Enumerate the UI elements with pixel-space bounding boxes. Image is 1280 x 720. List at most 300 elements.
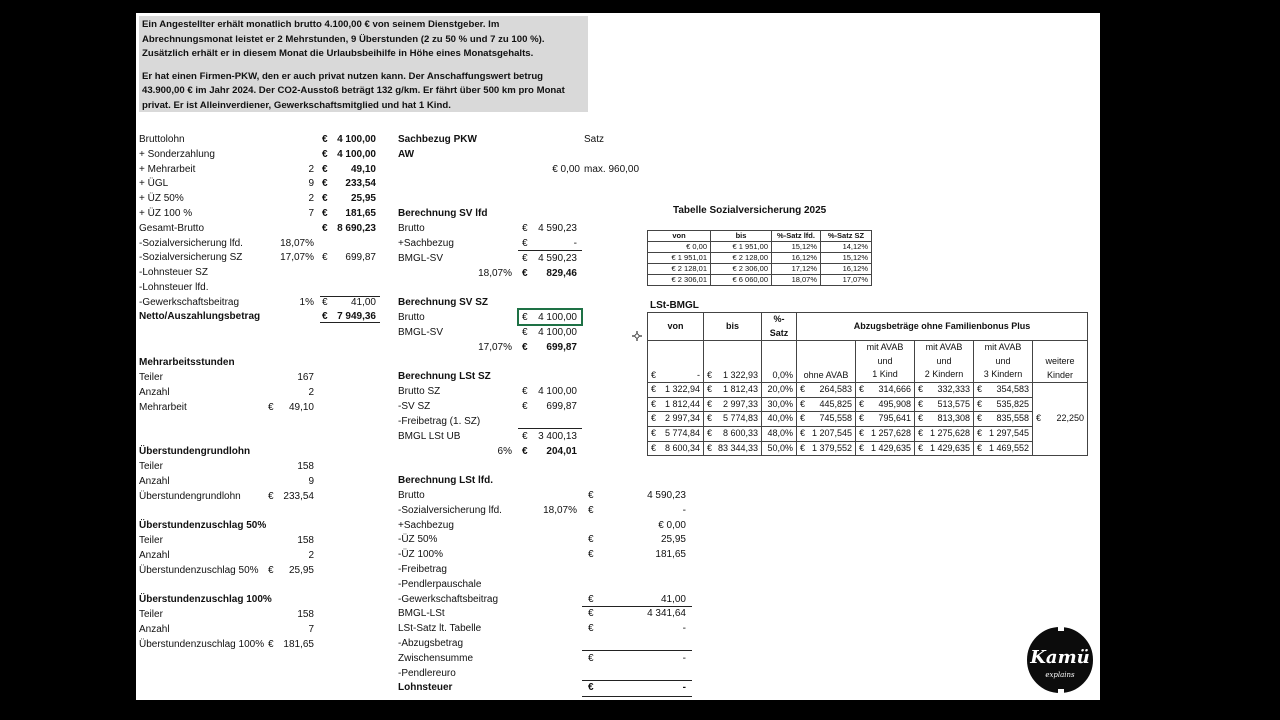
lst-lfd-eur: €: [588, 593, 594, 605]
netto-value[interactable]: 7 949,36: [337, 311, 376, 323]
sv-lfd-bmgl[interactable]: 4 590,23: [538, 253, 577, 264]
lst-eur-sign: €: [707, 398, 713, 409]
lst-lfd-label: -Pendlereuro: [398, 667, 456, 679]
lst-sz-bmgl-label: BMGL LSt UB: [398, 431, 461, 442]
lst-eur-sign: €: [707, 413, 713, 424]
lst-eur-sign: €: [800, 427, 806, 438]
sv-sz-bmgl[interactable]: 4 100,00: [538, 327, 577, 338]
summary-label: + Mehrarbeit: [139, 163, 196, 175]
lst-sz-sv-eur: €: [522, 401, 528, 412]
logo-pin-top: [1058, 626, 1064, 631]
summary-label: + ÜZ 50%: [139, 193, 184, 205]
lst-cell-bis: [704, 426, 762, 441]
summary-label: -Lohnsteuer lfd.: [139, 282, 209, 293]
sv-table-cell: € 2 128,01: [648, 264, 711, 275]
sv-sz-brutto-eur: €: [522, 312, 528, 323]
lst-cell-k1: [856, 441, 915, 456]
lst-lfd-value[interactable]: 4 341,64: [647, 608, 686, 620]
lst-cell-von-value: 1 322,94: [664, 384, 700, 395]
lst-sz-bmgl-eur: €: [522, 431, 528, 442]
lst-table-row: [648, 397, 1088, 412]
sv-table-row: [648, 275, 872, 286]
lst-cell-k3: [974, 426, 1033, 441]
lst-cell-bis: [704, 412, 762, 427]
block-result[interactable]: 25,95: [288, 565, 314, 576]
sv-lfd-pct: 18,07%: [478, 268, 512, 279]
lst-cell-ohne: [797, 441, 856, 456]
sv-lfd-sach[interactable]: -: [573, 238, 577, 249]
lst-eur-sign: €: [977, 442, 983, 453]
lst-lfd-double-underline: [582, 696, 692, 697]
lst-cell-k2: [915, 426, 974, 441]
lst-lfd-eur: €: [588, 652, 594, 664]
lst-th-weitere: weitere Kinder: [1033, 341, 1088, 383]
sv-lfd-title: Berechnung SV lfd: [398, 208, 488, 219]
lst-cell-von: [648, 397, 704, 412]
block-result[interactable]: 181,65: [283, 639, 314, 650]
sv-table-cell: € 0,00: [648, 242, 711, 253]
block-result[interactable]: 49,10: [288, 402, 314, 413]
lst-lfd-label: +Sachbezug: [398, 519, 454, 531]
summary-qty: 7: [308, 208, 314, 219]
sv-table-cell: 17,07%: [821, 275, 872, 286]
lst-lfd-label: -ÜZ 50%: [398, 534, 438, 546]
summary-label: -Sozialversicherung lfd.: [139, 237, 243, 249]
lst-lfd-label: -Abzugsbetrag: [398, 638, 464, 649]
sv-table-cell: € 6 060,00: [711, 275, 772, 286]
lst-table-row: [648, 426, 1088, 441]
lst-lfd-value[interactable]: 25,95: [660, 534, 686, 546]
summary-label: -Sozialversicherung SZ: [139, 252, 243, 264]
sv-th-bis: bis: [711, 231, 772, 242]
lst-cell-k1: [856, 426, 915, 441]
lst-th-satz: %-Satz: [762, 313, 797, 341]
block-anzahl[interactable]: 2: [308, 387, 314, 398]
lst-cell-ohne-value: 445,825: [819, 398, 852, 409]
netto-eur: €: [322, 311, 328, 323]
lst-cell-k3: [974, 412, 1033, 427]
lst-lfd-value[interactable]: -: [682, 682, 686, 694]
lst-lfd-label: Lohnsteuer: [398, 682, 453, 694]
lst-cell-k1: [856, 383, 915, 398]
sachbezug-satz-label: Satz: [584, 134, 605, 145]
lst-lfd-underline-1: [582, 606, 692, 607]
lst-th-k3: mit AVAB und 3 Kindern: [974, 341, 1033, 383]
task-paragraph-1: Ein Angestellter erhält monatlich brutto 4.100,00 € von seinem Dienstgeber. Im Abrechnungsmonat leistet er 2 Mehrstunden, 9 Überstunden (2 zu 50 % und 7 zu 100 %). Zusätzlich erhält er in diesem Monat die Urlaubsbeihilfe in Höhe eines Monatsgehalts.: [142, 19, 545, 59]
lst-th-k1: mit AVAB und 1 Kind: [856, 341, 915, 383]
lst-weitere-value: 22,250: [1056, 413, 1084, 424]
sv-lfd-bmgl-eur: €: [522, 253, 528, 264]
lst-cell-von-value: 1 812,44: [664, 398, 700, 409]
lst-cell-ohne: [797, 426, 856, 441]
sv-table-cell: € 2 306,01: [648, 275, 711, 286]
block-teiler[interactable]: 167: [297, 372, 314, 383]
lst-lfd-title: Berechnung LSt lfd.: [398, 475, 493, 486]
sv-lfd-bmgl-label: BMGL-SV: [398, 253, 444, 264]
lst-cell-ohne: [797, 412, 856, 427]
lst-cell-k2-value: 1 275,628: [929, 427, 970, 438]
lst-lfd-label: LSt-Satz lt. Tabelle: [398, 623, 482, 635]
lst-lfd-value[interactable]: 41,00: [660, 593, 686, 605]
sv-lfd-sach-eur: €: [522, 238, 528, 249]
block-result-label: Überstundengrundlohn: [139, 491, 241, 502]
sv-sz-brutto[interactable]: 4 100,00: [538, 312, 577, 323]
summary-value[interactable]: 8 690,23: [337, 222, 376, 234]
lst-eur-sign: €: [918, 398, 924, 409]
lst-cell-bis: [704, 441, 762, 456]
summary-eur: €: [322, 193, 328, 205]
lst-cell-k3-value: 1 297,545: [988, 427, 1029, 438]
lst-cell-von: [648, 412, 704, 427]
sv-sz-title: Berechnung SV SZ: [398, 297, 489, 308]
lst-cell-weitere: [1033, 383, 1088, 456]
block-anzahl-label: Anzahl: [139, 387, 170, 398]
sv-th-lfd: %-Satz lfd.: [772, 231, 821, 242]
lst-eur-sign: €: [800, 398, 806, 409]
sachbezug-value[interactable]: € 0,00: [552, 164, 580, 175]
sv-lfd-brutto-label: Brutto: [398, 223, 425, 234]
logo-tagline: explains: [1045, 671, 1075, 679]
block-result-label: Überstundenzuschlag 50%: [139, 565, 259, 576]
lst-table: [647, 312, 1088, 456]
move-cursor-icon: [632, 331, 642, 341]
block-teiler-label: Teiler: [139, 372, 163, 383]
lst-lfd-eur: €: [588, 623, 594, 635]
lst-cell-k3-value: 535,825: [996, 398, 1029, 409]
summary-label: Gesamt-Brutto: [139, 222, 205, 234]
sv-sz-res-eur: €: [522, 342, 528, 353]
lst-cell-bis-value: 5 774,83: [722, 413, 758, 424]
lst-cell-satz: 20,0%: [762, 383, 797, 398]
sv-table-row: [648, 242, 872, 253]
lst-lfd-label: Brutto: [398, 490, 425, 501]
summary-qty: 9: [308, 178, 314, 190]
lst-eur-sign: €: [859, 427, 865, 438]
block-anzahl-label: Anzahl: [139, 476, 170, 487]
lst-lfd-value[interactable]: -: [682, 504, 686, 516]
summary-qty: 2: [308, 163, 314, 175]
lst-th-k2: mit AVAB und 2 Kindern: [915, 341, 974, 383]
sv-table: [647, 230, 872, 286]
sv-lfd-res-eur: €: [522, 268, 528, 279]
lst-eur-sign: €: [918, 413, 924, 424]
lst-sz-sv-label: -SV SZ: [398, 401, 431, 412]
summary-value[interactable]: 181,65: [345, 208, 376, 219]
lst-eur-sign: €: [707, 427, 713, 438]
lst-lfd-eur: €: [588, 549, 594, 561]
block-teiler-label: Teiler: [139, 609, 163, 620]
lst-eur-sign: €: [918, 384, 924, 395]
lst-cell-bis-value: 2 997,33: [722, 398, 758, 409]
lst-sz-brutto-eur: €: [522, 386, 528, 397]
lst-cell-ohne: [797, 397, 856, 412]
lst-cell-ohne-value: 1 379,552: [811, 442, 852, 453]
lst-table-title: LSt-BMGL: [650, 300, 699, 311]
block-title: Überstundengrundlohn: [139, 446, 251, 457]
lst-lfd-pct: 18,07%: [543, 504, 577, 516]
sum-overline: [320, 296, 380, 297]
lst-th-von: von: [648, 313, 704, 341]
lst-th-group: Abzugsbeträge ohne Familienbonus Plus: [797, 313, 1088, 341]
summary-label: Bruttolohn: [139, 134, 185, 145]
lst-cell-k3: [974, 441, 1033, 456]
lst-cell-k2: [915, 397, 974, 412]
lst-cell-von: [648, 441, 704, 456]
summary-eur: €: [322, 148, 328, 160]
sv-table-title: Tabelle Sozialversicherung 2025: [673, 205, 827, 216]
block-anzahl[interactable]: 2: [308, 550, 314, 561]
lst-cell-k1: [856, 412, 915, 427]
summary-qty: 1%: [299, 296, 314, 308]
lst-cell-bis-value: 83 344,33: [717, 442, 758, 453]
lst-cell-k3: [974, 383, 1033, 398]
lst-cell-bis-value: 8 600,33: [722, 427, 758, 438]
block-anzahl[interactable]: 7: [308, 624, 314, 635]
lst-eur-sign: €: [977, 413, 983, 424]
sv-sz-bmgl-eur: €: [522, 327, 528, 338]
lst-cell-von: [648, 383, 704, 398]
lst-eur-sign: €: [651, 427, 657, 438]
lst-th-ohne: ohne AVAB: [797, 341, 856, 383]
lst-cell-satz: 48,0%: [762, 426, 797, 441]
summary-value[interactable]: 4 100,00: [337, 134, 376, 145]
lst-eur-sign: €: [977, 427, 983, 438]
lst-eur-sign: €: [651, 413, 657, 424]
summary-qty: 18,07%: [280, 237, 314, 249]
lst-lfd-value[interactable]: 4 590,23: [647, 490, 686, 501]
sv-lfd-sach-label: +Sachbezug: [398, 238, 454, 249]
lst-sz-sv[interactable]: 699,87: [546, 401, 577, 412]
lst-cell-k3-value: 354,583: [996, 384, 1029, 395]
lst-cell-bis: [704, 397, 762, 412]
sv-table-cell: 16,12%: [821, 264, 872, 275]
lst-sz-brutto[interactable]: 4 100,00: [538, 386, 577, 397]
lst-cell-k2-value: 1 429,635: [929, 442, 970, 453]
sv-lfd-underline: [518, 250, 582, 251]
lst-cell-von-value: 8 600,34: [664, 442, 700, 453]
lst-lfd-underline-3: [582, 680, 692, 681]
sv-table-cell: € 2 306,00: [711, 264, 772, 275]
block-title: Überstundenzuschlag 100%: [139, 594, 272, 605]
sachbezug-title: Sachbezug PKW: [398, 134, 477, 145]
lst-eur-sign: €: [651, 398, 657, 409]
lst-th-bis: bis: [704, 313, 762, 341]
lst-cell-von-value: 5 774,84: [664, 427, 700, 438]
lst-lfd-label: -Gewerkschaftsbeitrag: [398, 593, 499, 605]
lst-table-row: [648, 412, 1088, 427]
summary-label: + ÜGL: [139, 178, 169, 190]
lst-lfd-label: -ÜZ 100%: [398, 549, 444, 561]
brand-logo: [1025, 625, 1095, 695]
lst-lfd-value[interactable]: € 0,00: [658, 519, 686, 531]
lst-eur-sign: €: [1036, 413, 1042, 424]
block-result-eur: €: [268, 565, 274, 576]
lst-eur-sign: €: [651, 442, 657, 453]
lst-cell-k2: [915, 383, 974, 398]
lst-eur-sign: €: [800, 413, 806, 424]
lst-cell-ohne-value: 1 207,545: [811, 427, 852, 438]
lst-eur-sign: €: [800, 442, 806, 453]
sv-lfd-brutto-eur: €: [522, 223, 528, 234]
block-anzahl-label: Anzahl: [139, 550, 170, 561]
block-result-label: Mehrarbeit: [139, 402, 187, 413]
lst-eur-sign: €: [977, 384, 983, 395]
lst-eur-sign: €: [859, 398, 865, 409]
summary-value[interactable]: 233,54: [345, 178, 376, 190]
block-teiler-label: Teiler: [139, 461, 163, 472]
sv-table-row: [648, 264, 872, 275]
block-anzahl[interactable]: 9: [308, 476, 314, 487]
block-anzahl-label: Anzahl: [139, 624, 170, 635]
block-teiler[interactable]: 158: [297, 609, 314, 620]
sachbezug-max: max. 960,00: [584, 164, 640, 175]
summary-label: -Lohnsteuer SZ: [139, 267, 208, 279]
block-title: Mehrarbeitsstunden: [139, 357, 235, 368]
logo-pin-bottom: [1058, 689, 1064, 694]
lst-lfd-label: Zwischensumme: [398, 652, 474, 664]
summary-qty: 2: [308, 193, 314, 205]
lst-table-row: [648, 441, 1088, 456]
summary-value[interactable]: 49,10: [350, 163, 376, 175]
summary-value[interactable]: 41,00: [350, 296, 376, 308]
summary-value[interactable]: 25,95: [350, 193, 376, 205]
lst-lfd-eur: €: [588, 490, 594, 501]
lst-cell-k2-value: 513,575: [937, 398, 970, 409]
lst-sz-pct: 6%: [497, 446, 512, 457]
block-teiler[interactable]: 158: [297, 461, 314, 472]
summary-eur: €: [322, 296, 328, 308]
lst-lfd-value[interactable]: 181,65: [655, 549, 686, 561]
sv-sz-bmgl-label: BMGL-SV: [398, 327, 444, 338]
summary-eur: €: [322, 163, 328, 175]
lst-cell-k1: [856, 397, 915, 412]
block-teiler[interactable]: 158: [297, 535, 314, 546]
lst-lfd-value[interactable]: -: [682, 652, 686, 664]
lst-lfd-eur: €: [588, 534, 594, 546]
lst-cell-bis: [704, 383, 762, 398]
lst-cell-von: [648, 426, 704, 441]
lst-cell-k2-value: 813,308: [937, 413, 970, 424]
lst-eur-sign: €: [651, 384, 657, 395]
lst-first-von: € -: [648, 341, 704, 383]
sv-sz-result[interactable]: 699,87: [546, 342, 577, 353]
lst-cell-k1-value: 795,641: [878, 413, 911, 424]
summary-label: + ÜZ 100 %: [139, 208, 193, 219]
lst-first-bis: € 1 322,93: [704, 341, 762, 383]
lst-eur-sign: €: [859, 384, 865, 395]
lst-cell-ohne: [797, 383, 856, 398]
lst-first-satz: 0,0%: [762, 341, 797, 383]
lst-cell-k3-value: 835,558: [996, 413, 1029, 424]
lst-table-row: [648, 383, 1088, 398]
lst-cell-von-value: 2 997,34: [664, 413, 700, 424]
sv-th-sz: %-Satz SZ: [821, 231, 872, 242]
summary-value[interactable]: 4 100,00: [337, 148, 376, 160]
lst-lfd-label: -Freibetrag: [398, 564, 447, 575]
lst-cell-bis-value: 1 812,43: [722, 384, 758, 395]
sv-table-cell: 14,12%: [821, 242, 872, 253]
block-teiler-label: Teiler: [139, 535, 163, 546]
sv-lfd-brutto[interactable]: 4 590,23: [538, 223, 577, 234]
sv-sz-pct: 17,07%: [478, 342, 512, 353]
block-title: Überstundenzuschlag 50%: [139, 520, 267, 531]
lst-lfd-label: BMGL-LSt: [398, 608, 445, 620]
lst-cell-k2: [915, 441, 974, 456]
sv-table-row: [648, 253, 872, 264]
sv-table-cell: € 1 951,01: [648, 253, 711, 264]
summary-eur: €: [322, 222, 328, 234]
sv-table-cell: 18,07%: [772, 275, 821, 286]
spreadsheet-area[interactable]: [136, 13, 1100, 700]
lst-eur-sign: €: [707, 384, 713, 395]
lst-lfd-eur: €: [588, 504, 594, 516]
lst-cell-k1-value: 1 429,635: [870, 442, 911, 453]
summary-label: + Sonderzahlung: [139, 148, 215, 160]
block-result-label: Überstundenzuschlag 100%: [139, 639, 265, 650]
summary-eur: €: [322, 134, 328, 145]
lst-sz-frei-label: -Freibetrag (1. SZ): [398, 416, 481, 427]
sv-table-cell: 17,12%: [772, 264, 821, 275]
summary-qty: 17,07%: [280, 252, 314, 264]
block-result-eur: €: [268, 402, 274, 413]
block-result[interactable]: 233,54: [283, 491, 314, 502]
lst-eur-sign: €: [918, 442, 924, 453]
lst-cell-satz: 40,0%: [762, 412, 797, 427]
sv-table-cell: € 2 128,00: [711, 253, 772, 264]
lst-cell-k3: [974, 397, 1033, 412]
summary-eur: €: [322, 208, 328, 219]
lst-eur-sign: €: [918, 427, 924, 438]
lst-cell-k1-value: 495,908: [878, 398, 911, 409]
lst-sz-bmgl[interactable]: 3 400,13: [538, 431, 577, 442]
sv-th-von: von: [648, 231, 711, 242]
sv-table-cell: 15,12%: [772, 242, 821, 253]
lst-cell-k2-value: 332,333: [937, 384, 970, 395]
lst-eur-sign: €: [977, 398, 983, 409]
lst-lfd-label: -Sozialversicherung lfd.: [398, 504, 502, 516]
lst-cell-k1-value: 1 257,628: [870, 427, 911, 438]
lst-sz-underline: [518, 428, 582, 429]
sv-table-cell: 15,12%: [821, 253, 872, 264]
lst-eur-sign: €: [800, 384, 806, 395]
lst-cell-k1-value: 314,666: [878, 384, 911, 395]
lst-cell-k2: [915, 412, 974, 427]
summary-value[interactable]: 699,87: [345, 252, 376, 264]
lst-sz-result[interactable]: 204,01: [546, 446, 577, 457]
sv-lfd-result[interactable]: 829,46: [546, 268, 577, 279]
lst-eur-sign: €: [707, 442, 713, 453]
sv-sz-brutto-label: Brutto: [398, 312, 425, 323]
lst-lfd-label: -Pendlerpauschale: [398, 578, 482, 590]
summary-eur: €: [322, 178, 328, 190]
lst-eur-sign: €: [859, 413, 865, 424]
lst-cell-satz: 50,0%: [762, 441, 797, 456]
lst-cell-k3-value: 1 469,552: [988, 442, 1029, 453]
summary-label: -Gewerkschaftsbeitrag: [139, 296, 240, 308]
lst-lfd-eur: €: [588, 682, 594, 694]
lst-cell-ohne-value: 264,583: [819, 384, 852, 395]
sv-table-cell: € 1 951,00: [711, 242, 772, 253]
netto-label: Netto/Auszahlungsbetrag: [139, 311, 261, 323]
lst-sz-title: Berechnung LSt SZ: [398, 371, 491, 382]
task-paragraph-2: Er hat einen Firmen-PKW, den er auch privat nutzen kann. Der Anschaffungswert betrug 43.900,00 € im Jahr 2024. Der CO2-Ausstoß beträgt 132 g/km. Er fährt über 500 km pro Monat privat. Er ist Alleinverdiener, Gewerkschaftsmitglied und hat 1 Kind.: [142, 70, 565, 111]
lst-lfd-value[interactable]: -: [682, 623, 686, 635]
block-result-eur: €: [268, 491, 274, 502]
lst-sz-res-eur: €: [522, 446, 528, 457]
logo-brand-text: Kamü: [1030, 647, 1090, 668]
task-description-box: [139, 16, 588, 112]
sv-table-cell: 16,12%: [772, 253, 821, 264]
